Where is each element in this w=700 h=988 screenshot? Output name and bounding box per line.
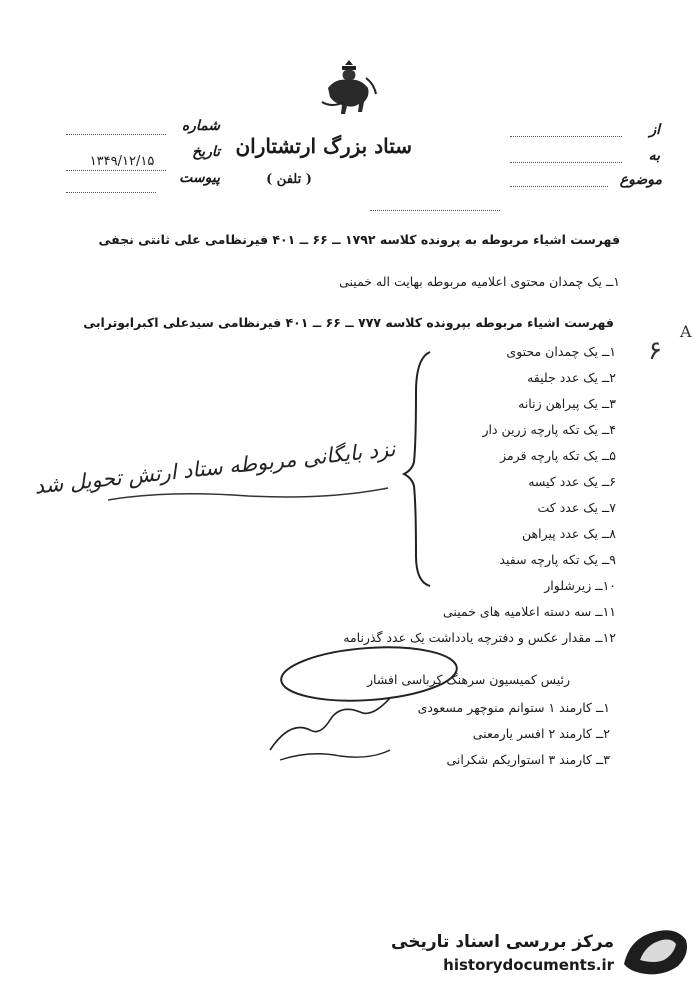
- history-documents-logo-icon: [618, 920, 690, 980]
- organization-name: ستاد بزرگ ارتشتاران: [235, 134, 412, 158]
- attachment-line: [66, 192, 156, 193]
- label-from: از: [649, 122, 660, 138]
- label-number: شماره: [181, 118, 220, 134]
- list2-item: ۶ــ یک عدد کیسه: [528, 474, 616, 489]
- label-to: به: [648, 148, 660, 164]
- date-value: ۱۳۴۹/۱۲/۱۵: [89, 154, 155, 169]
- list2-item: ۱ــ یک چمدان محتوی: [506, 344, 616, 359]
- list2-item: ۷ــ یک عدد کت: [537, 500, 616, 515]
- commission-member: ۱ــ کارمند ۱ ستوانم منوچهر مسعودی: [417, 700, 610, 715]
- phone-label: ( تلفن ): [266, 172, 312, 187]
- margin-mark: ۶: [648, 336, 662, 366]
- handwritten-archive-note: نزد بایگانی مربوطه ستاد ارتش تحویل شد: [33, 436, 397, 499]
- footer-center-name: مرکز بررسی اسناد تاریخی: [391, 932, 614, 952]
- list2-item: ۱۱ــ سه دسته اعلامیه های خمینی: [443, 604, 616, 619]
- list2-item: ۱۲ــ مقدار عکس و دفترچه یادداشت یک عدد گذرنامه: [343, 630, 616, 645]
- from-line: [510, 136, 622, 137]
- number-line: [66, 134, 166, 135]
- list2-title: فهرست اشیاء مربوطه بپرونده کلاسه ۷۷۷ ــ ۶۶ ــ ۴۰۱ فیرنظامی سیدعلی اکبرابوترابی: [83, 315, 614, 330]
- subject-line: [510, 186, 608, 187]
- list2-item: ۴ــ یک تکه پارچه زرین دار: [482, 422, 616, 437]
- label-attachment: پیوست: [179, 170, 220, 186]
- list2-item: ۳ــ یک پیراهن زنانه: [518, 396, 616, 411]
- list2-item: ۵ــ یک تکه پارچه قرمز: [500, 448, 616, 463]
- list2-item: ۹ــ یک تکه پارچه سفید: [499, 552, 616, 567]
- commission-member: ۲ــ کارمند ۲ افسر یارمعنی: [472, 726, 610, 741]
- label-subject: موضوع: [619, 172, 662, 188]
- commission-member: ۳ــ کارمند ۳ استواریکم شکرانی: [446, 752, 610, 767]
- list2-item: ۸ــ یک عدد پیراهن: [522, 526, 616, 541]
- to-line: [510, 162, 622, 163]
- list1-title: فهرست اشیاء مربوطه به پرونده کلاسه ۱۷۹۲ ــ ۶۶ ــ ۴۰۱ فیرنظامی علی ثانتی نجفی: [98, 232, 620, 247]
- member-signatures-scribble: [260, 690, 400, 770]
- date-line: [66, 170, 166, 171]
- list2-item: ۲ــ یک عدد جلیقه: [527, 370, 616, 385]
- margin-mark: A: [680, 322, 692, 341]
- commission-chairman: رئیس کمیسیون سرهنگ کرباسی افشار: [366, 672, 570, 687]
- imperial-emblem-icon: [318, 58, 380, 116]
- handwritten-underline: [104, 486, 394, 506]
- handwritten-brace: [400, 348, 436, 588]
- header-divider: [370, 210, 500, 211]
- list2-item: ۱۰ــ زیرشلوار: [544, 578, 616, 593]
- list1-item: ۱ــ یک چمدان محتوی اعلامیه مربوطه بهایت اله خمینی: [339, 274, 620, 289]
- label-date: تاریخ: [192, 144, 220, 160]
- footer-website: historydocuments.ir: [443, 956, 614, 974]
